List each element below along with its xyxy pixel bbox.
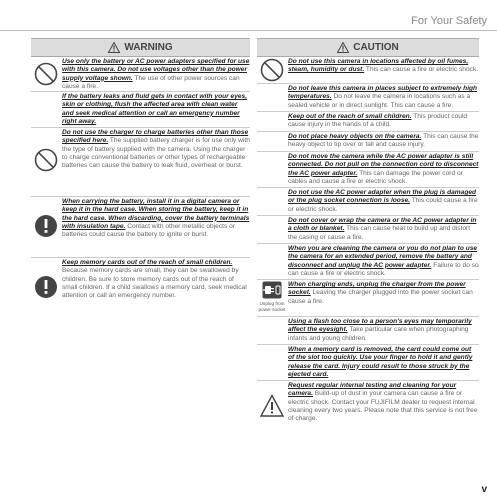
- mandatory-action-icon: [34, 275, 58, 299]
- prohibited-icon: [34, 62, 58, 86]
- warning-item-text: Contact with other metallic objects or batteries could cause the battery to ignite or burst.: [62, 222, 235, 239]
- header-divider: [0, 30, 497, 31]
- caution-item-bold: When you are cleaning the camera or you do not plan to use the camera for an extended period, remove the battery and disconnect and unplug the AC power adapter.: [288, 245, 478, 269]
- caution-item: [257, 132, 479, 152]
- prohibited-icon: [34, 148, 58, 172]
- caution-item-bold: When a memory card is removed, the card could come out of the slot too quickly. Use your finger to hold it and gently release the card. Injury could result to those struck by the ejected card.: [288, 346, 473, 378]
- warning-item-bold: Do not use the charger to charge batteries other than those specified here.: [62, 129, 249, 145]
- caution-item-text: Failure to do so can cause a fire or electric shock.: [288, 261, 479, 277]
- caution-item-text: This can damage the power cord or cables and cause a fire or electric shock.: [288, 169, 463, 185]
- caution-item: [257, 317, 479, 345]
- warning-item: [31, 92, 250, 128]
- warning-item-bold: Keep memory cards out of the reach of small children.: [62, 259, 233, 266]
- caution-item-bold: Request regular internal testing and cleaning for your camera.: [288, 382, 457, 398]
- warning-label: WARNING: [124, 42, 173, 53]
- caution-item: [257, 112, 479, 132]
- warning-item-text: Because memory cards are small, they can be swallowed by children. Be sure to store memory cards out of the reach of small children. If a child swallows a memory card, seek medical attention or call an emergency number.: [62, 267, 247, 300]
- caution-item-text: This can cause heat to build up and distort the casing or cause a fire.: [288, 225, 471, 241]
- warning-item: [31, 258, 250, 318]
- caution-item: [257, 216, 479, 244]
- caution-item-bold: Do not leave this camera in places subject to extremely high temperatures.: [288, 85, 478, 101]
- caution-item: [257, 57, 479, 84]
- warning-triangle-icon: [108, 42, 120, 53]
- caution-item: [257, 84, 479, 112]
- caution-item-text: Leaving the charger plugged into the power socket can cause a fire.: [288, 289, 473, 305]
- caution-triangle-icon: [260, 394, 284, 418]
- caution-item: [257, 188, 479, 216]
- caution-item-text: This product could cause injury in the hands of a child.: [288, 113, 468, 129]
- warning-triangle-icon: [337, 42, 349, 53]
- caution-item-bold: Keep out of the reach of small children.: [288, 113, 412, 120]
- caution-item-bold: Do not use the AC power adapter when the plug is damaged or the plug socket connection is loose.: [288, 189, 477, 205]
- caution-item-text: This can cause the heavy object to tip over or fall and cause injury.: [288, 133, 479, 149]
- caution-item-bold: Do not cover or wrap the camera or the AC power adapter in a cloth or blanket.: [288, 217, 477, 233]
- caution-item: [257, 345, 479, 381]
- warning-item-text: The supplied battery charger is for use only with the type of battery supplied with the camera. Using the charger to charge conventional batteries or other types of rechargeable batteries can cause the battery to leak fluid, overheat or burst.: [62, 137, 250, 170]
- warning-section: [31, 38, 250, 318]
- warning-banner: [31, 38, 250, 57]
- caution-item-text: This could cause a fire or electric shock.: [288, 197, 478, 213]
- unplug-caption: Unplug from power socket: [258, 301, 286, 312]
- caution-item-bold: Using a flash too close to a person's eyes may temporarily affect the eyesight.: [288, 318, 472, 334]
- caution-item: [257, 280, 479, 317]
- warning-item-bold: When carrying the battery, install it in a digital camera or keep it in the hard case. When storing the battery, keep it in the hard case. When discarding, cover the battery terminals with insulation tape.: [62, 198, 250, 230]
- caution-item: [257, 381, 479, 433]
- prohibited-icon: [260, 58, 284, 82]
- caution-item-bold: When charging ends, unplug the charger from the power socket.: [288, 281, 466, 297]
- caution-item: [257, 152, 479, 188]
- caution-item-text: Build-up of dust in your camera can cause a fire or electric shock. Contact your FUJIFILM dealer to request internal cleaning every two years. Please note that this service is not free of charge.: [288, 390, 478, 423]
- caution-item: [257, 244, 479, 280]
- caution-item-text: Do not leave the camera in locations such as a sealed vehicle or in direct sunlight. This can cause a fire.: [288, 93, 471, 109]
- warning-item-bold: If the battery leaks and fluid gets in contact with your eyes, skin or clothing, flush the affected area with clean water and seek medical attention or call an emergency number right away.: [62, 93, 248, 125]
- caution-item-bold: Do not move the camera while the AC power adapter is still connected. Do not pull on the connection cord to disconnect the AC power adapter.: [288, 153, 479, 177]
- caution-banner: [257, 38, 479, 57]
- caution-item-text: Take particular care when photographing infants and young children.: [288, 326, 469, 342]
- caution-item-bold: Do not place heavy objects on the camera.: [288, 133, 422, 140]
- warning-item: [31, 57, 250, 92]
- unplug-icon: [262, 281, 282, 299]
- warning-item-text: The use of other power sources can cause a fire.: [62, 74, 240, 90]
- caution-item-bold: Do not use this camera in locations affected by oil fumes, steam, humidity or dust.: [288, 58, 469, 74]
- caution-item-text: This can cause a fire or electric shock.: [364, 66, 479, 74]
- mandatory-action-icon: [34, 214, 58, 238]
- warning-item: [31, 128, 250, 197]
- page-header-title: For Your Safety: [411, 15, 487, 27]
- caution-section: [257, 38, 479, 433]
- warning-item-bold: Use only the battery or AC power adapters specified for use with this camera. Do not use voltages other than the power supply voltage shown.: [62, 58, 250, 82]
- warning-item: [31, 197, 250, 258]
- page-number: v: [481, 484, 487, 495]
- caution-label: CAUTION: [353, 42, 399, 53]
